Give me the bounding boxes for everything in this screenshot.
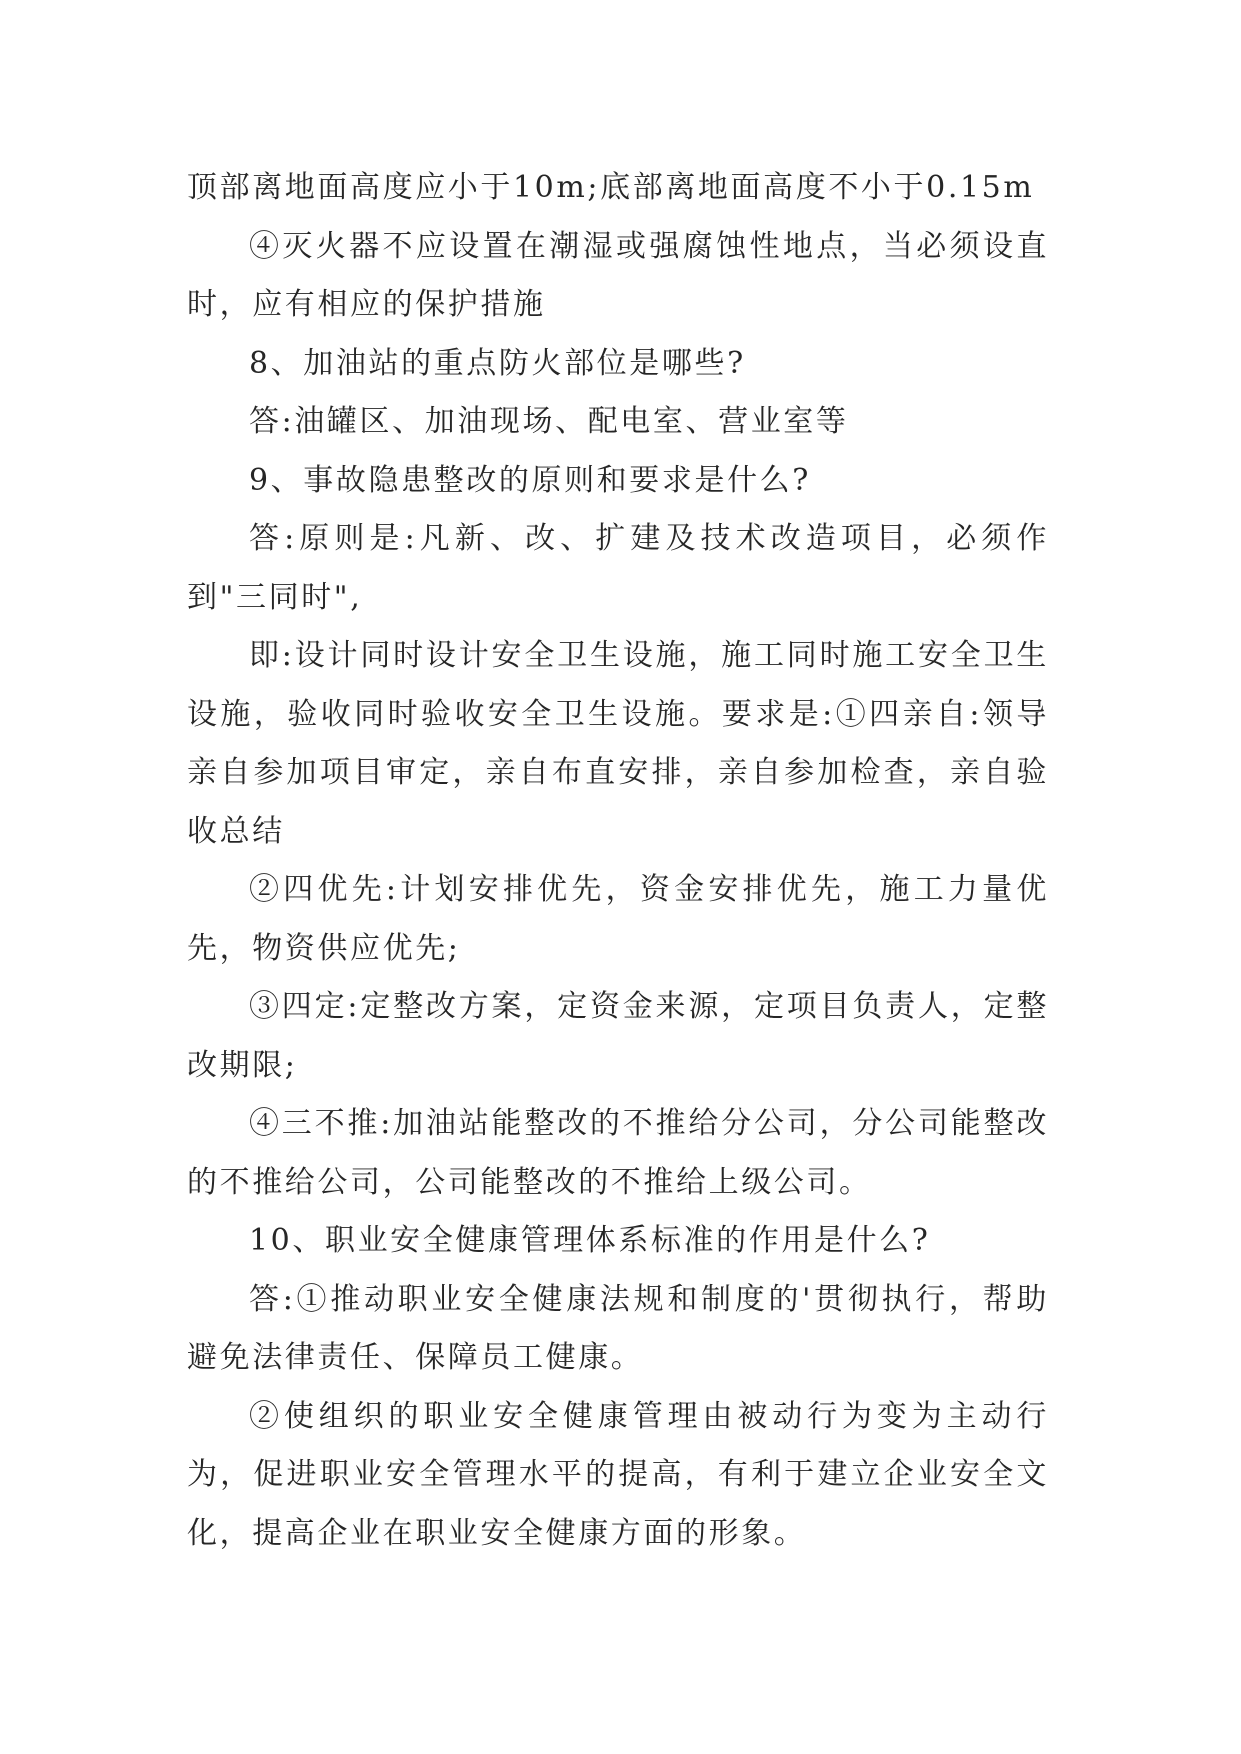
question-9: 9、事故隐患整改的原则和要求是什么? (249, 462, 811, 498)
answer-9-four-determinations: ③四定:定整改方案，定资金来源，定项目负责人，定整改期限; (187, 989, 1049, 1083)
answer-9-three-no-push: ④三不推:加油站能整改的不推给分公司，分公司能整改的不推给公司，公司能整改的不推给上级公司。 (187, 1106, 1049, 1200)
answer-9-explanation: 即:设计同时设计安全卫生设施，施工同时施工安全卫生设施，验收同时验收安全卫生设施。要求是:①四亲自:领导亲自参加项目审定，亲自布直安排，亲自参加检查，亲自验收总结 (187, 638, 1049, 849)
answer-8: 答:油罐区、加油现场、配电室、营业室等 (249, 404, 849, 439)
question-10: 10、职业安全健康管理体系标准的作用是什么? (249, 1223, 931, 1258)
answer-10-point-1: 答:①推动职业安全健康法规和制度的'贯彻执行，帮助避免法律责任、保障员工健康。 (187, 1281, 1049, 1375)
paragraph-continuation: 顶部离地面高度应小于10m;底部离地面高度不小于0.15m (187, 170, 1035, 205)
answer-9-principle: 答:原则是:凡新、改、扩建及技术改造项目，必须作到"三同时", (187, 521, 1049, 615)
answer-9-four-priorities: ②四优先:计划安排优先，资金安排优先，施工力量优先，物资供应优先; (187, 872, 1049, 966)
answer-10-point-2: ②使组织的职业安全健康管理由被动行为变为主动行为，促进职业安全管理水平的提高，有利于建立企业安全文化，提高企业在职业安全健康方面的形象。 (187, 1398, 1049, 1551)
paragraph-extinguisher-placement: ④灭火器不应设置在潮湿或强腐蚀性地点，当必须设直时，应有相应的保护措施 (187, 228, 1049, 322)
document-body (187, 159, 1049, 1563)
question-8: 8、加油站的重点防火部位是哪些? (249, 345, 746, 381)
